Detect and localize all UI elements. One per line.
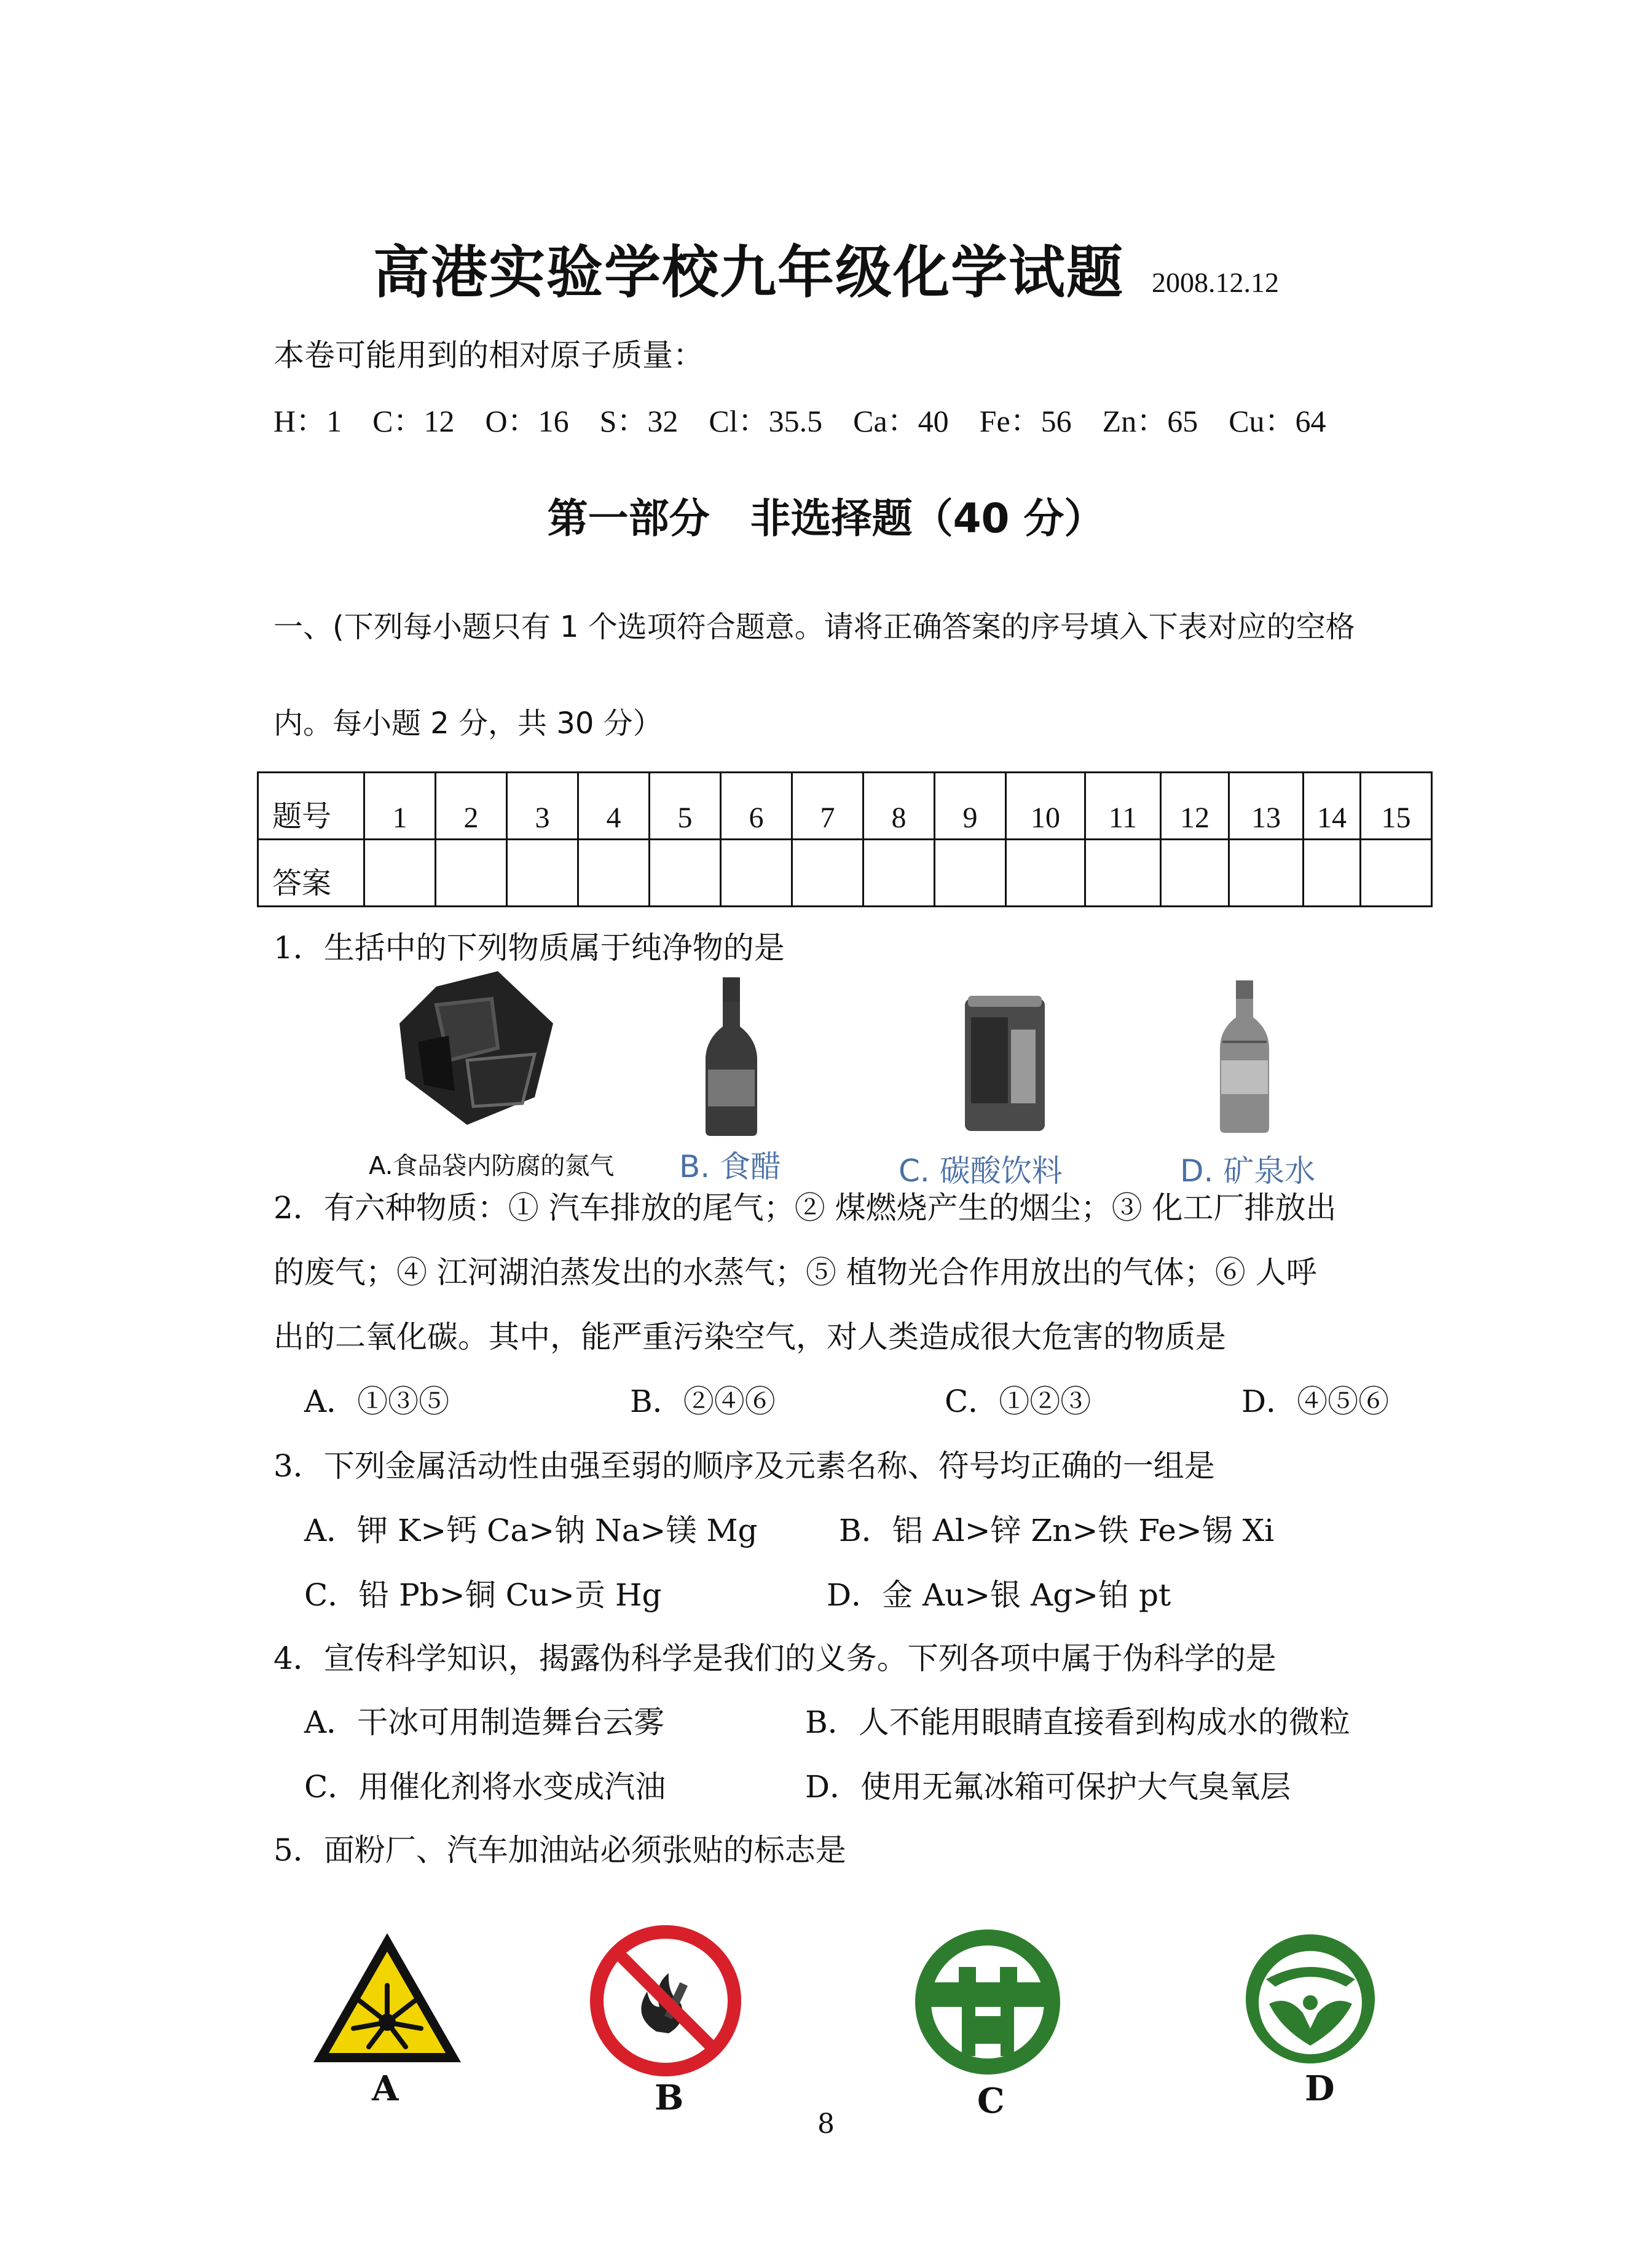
- q1-caption-b: B. 食醋: [679, 1149, 782, 1184]
- q2-option-a: A．①③⑤: [304, 1384, 450, 1419]
- question-number-cell: 3: [507, 773, 578, 840]
- q2-option-b: B．②④⑥: [630, 1384, 776, 1419]
- question-number-cell: 2: [436, 773, 507, 840]
- q5-stem: 5．面粉厂、汽车加油站必须张贴的标志是: [273, 1832, 846, 1868]
- q3-option-d: D．金 Au>银 Ag>铂 pt: [827, 1577, 1171, 1613]
- atomic-mass-values: H：1 C：12 O：16 S：32 Cl：35.5 Ca：40 Fe：56 Zn：65 Cu：64: [273, 404, 1326, 438]
- question-number-cell: 1: [364, 773, 436, 840]
- question-number-cell: 8: [863, 773, 935, 840]
- question-number-cell: 15: [1361, 773, 1432, 840]
- answer-cell[interactable]: [1361, 840, 1432, 907]
- answer-cell[interactable]: [1304, 840, 1361, 907]
- q1-caption-a: A.食品袋内防腐的氮气: [369, 1152, 615, 1180]
- question-number-cell: 7: [792, 773, 863, 840]
- row-label-answer: 答案: [258, 840, 364, 907]
- section-instructions-line2: 内。每小题 2 分，共 30 分）: [273, 706, 663, 741]
- no-open-flame-sign-icon: [589, 1924, 742, 2078]
- atomic-mass-intro: 本卷可能用到的相对原子质量：: [273, 337, 704, 373]
- q2-line3: 出的二氧化碳。其中，能严重污染空气，对人类造成很大危害的物质是: [273, 1319, 1226, 1355]
- question-number-cell: 13: [1229, 773, 1304, 840]
- answer-cell[interactable]: [364, 840, 436, 907]
- question-number-cell: 10: [1006, 773, 1085, 840]
- answer-cell[interactable]: [935, 840, 1006, 907]
- answer-cell[interactable]: [650, 840, 721, 907]
- q1-caption-c: C. 碳酸饮料: [899, 1153, 1063, 1189]
- answer-cell[interactable]: [792, 840, 863, 907]
- answer-cell[interactable]: [436, 840, 507, 907]
- vinegar-bottle-image: [694, 977, 768, 1137]
- q5-label-c: C: [977, 2081, 1005, 2121]
- answer-cell[interactable]: [721, 840, 792, 907]
- question-number-cell: 11: [1085, 773, 1161, 840]
- q1-caption-d: D. 矿泉水: [1180, 1153, 1316, 1189]
- q1-stem: 1．生括中的下列物质属于纯净物的是: [273, 930, 785, 966]
- q2-line2: 的废气；④ 江河湖泊蒸发出的水蒸气；⑤ 植物光合作用放出的气体；⑥ 人呼: [273, 1255, 1317, 1290]
- q3-stem: 3．下列金属活动性由强至弱的顺序及元素名称、符号均正确的一组是: [273, 1448, 1215, 1484]
- answer-cell[interactable]: [863, 840, 935, 907]
- page-title: [0, 227, 1652, 309]
- question-number-cell: 6: [721, 773, 792, 840]
- answer-table-answer-row: [258, 840, 1432, 907]
- question-number-cell: 5: [650, 773, 721, 840]
- q3-option-c: C．铅 Pb>铜 Cu>贡 Hg: [304, 1577, 662, 1613]
- answer-cell[interactable]: [1161, 840, 1229, 907]
- exam-date: 2008.12.12: [1152, 267, 1280, 298]
- row-label-number: 题号: [258, 773, 364, 840]
- nitrogen-bag-image: [393, 968, 565, 1134]
- q4-option-c: C．用催化剂将水变成汽油: [304, 1769, 666, 1805]
- answer-table-number-row: [258, 773, 1432, 840]
- q3-option-b: B．铝 Al>锌 Zn>铁 Fe>锡 Xi: [839, 1513, 1275, 1548]
- answer-table: [257, 771, 1433, 907]
- q4-option-d: D．使用无氟冰箱可保护大气臭氧层: [805, 1769, 1291, 1805]
- part-title: 第一部分 非选择题（40 分）: [547, 495, 1105, 542]
- q4-option-a: A．干冰可用制造舞台云雾: [304, 1704, 665, 1740]
- question-number-cell: 14: [1304, 773, 1361, 840]
- page-number: 8: [817, 2108, 835, 2140]
- q2-option-d: D．④⑤⑥: [1241, 1384, 1390, 1419]
- q5-label-b: B: [655, 2078, 684, 2118]
- answer-cell[interactable]: [578, 840, 650, 907]
- soda-can-image: [959, 993, 1051, 1134]
- q2-option-c: C．①②③: [945, 1384, 1092, 1419]
- explosive-warning-sign-icon: [310, 1930, 464, 2068]
- q5-label-a: A: [372, 2068, 399, 2109]
- answer-cell[interactable]: [507, 840, 578, 907]
- green-circle-logo-icon: [910, 1924, 1066, 2081]
- mineral-water-bottle-image: [1214, 980, 1275, 1134]
- question-number-cell: 4: [578, 773, 650, 840]
- answer-cell[interactable]: [1229, 840, 1304, 907]
- question-number-cell: 12: [1161, 773, 1229, 840]
- question-number-cell: 9: [935, 773, 1006, 840]
- q3-option-a: A．钾 K>钙 Ca>钠 Na>镁 Mg: [304, 1513, 758, 1548]
- section-instructions-line1: 一、(下列每小题只有 1 个选项符合题意。请将正确答案的序号填入下表对应的空格: [273, 610, 1355, 644]
- q4-stem: 4．宣传科学知识，揭露伪科学是我们的义务。下列各项中属于伪科学的是: [273, 1641, 1276, 1676]
- q2-line1: 2．有六种物质：① 汽车排放的尾气；② 煤燃烧产生的烟尘；③ 化工厂排放出: [273, 1190, 1337, 1226]
- answer-cell[interactable]: [1006, 840, 1085, 907]
- green-ring-emblem-icon: [1241, 1930, 1380, 2068]
- q4-option-b: B．人不能用眼睛直接看到构成水的微粒: [805, 1704, 1350, 1740]
- q5-label-d: D: [1305, 2068, 1335, 2109]
- answer-cell[interactable]: [1085, 840, 1161, 907]
- exam-title: 高港实验学校九年级化学试题: [372, 240, 1124, 305]
